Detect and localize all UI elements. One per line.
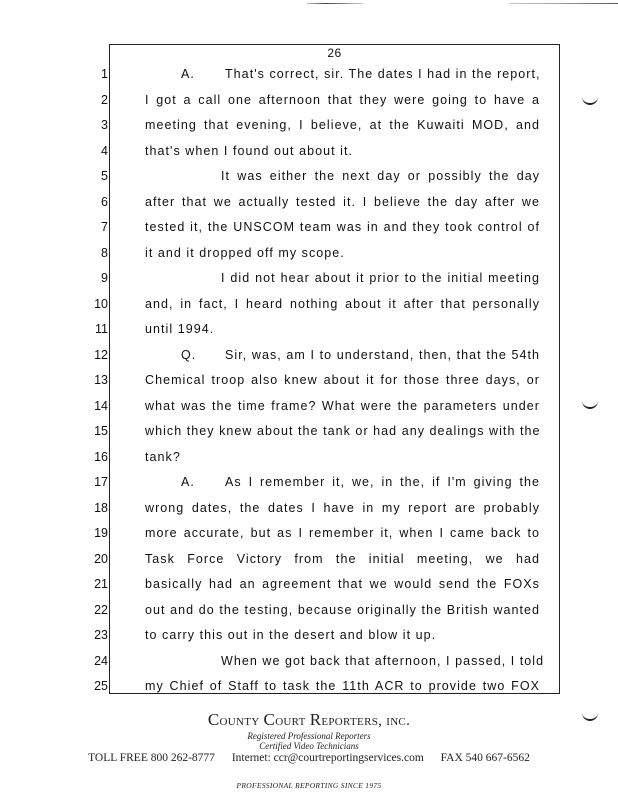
line-text: I got a call one afternoon that they were going to have a [145,92,540,107]
line-number: 5 [101,169,108,183]
line-text: that's when I found out about it. [145,143,353,158]
scan-artifact-top-left [307,3,363,4]
line-number: 14 [94,398,108,413]
line-number: 13 [94,373,108,387]
line-text: tested it, the UNSCOM team was in and they took control of [145,220,540,234]
transcript-line [145,141,540,167]
line-number: 21 [94,577,108,591]
line-text: what was the time frame? What were the parameters under [145,398,540,413]
line-text: after that we actually tested it. I believe the day after we [145,194,540,209]
line-number: 24 [94,653,108,668]
toll-free-number: TOLL FREE 800 262-8777 [88,752,215,764]
line-number: 23 [94,628,108,642]
line-text: which they knew about the tank or had any dealings with the [145,424,541,438]
line-text: more accurate, but as I remember it, when I came back to [145,526,540,540]
transcript-line [145,472,540,498]
transcript-line [145,600,540,626]
email-address: Internet: ccr@courtreportingservices.com [231,752,424,764]
transcript-line [145,115,540,141]
line-number: 18 [94,500,108,515]
line-text: That's correct, sir. The dates I had in the report, [225,67,541,81]
transcript-line [145,421,540,447]
transcript-line [145,268,540,294]
transcript-line [145,192,540,218]
line-number: 11 [95,322,108,336]
transcript-line [145,676,540,702]
line-text: It was either the next day or possibly the day [221,169,540,183]
line-text: Chemical troop also knew about it for those three days, or [145,373,540,387]
line-number: 20 [94,551,108,566]
line-text: Task Force Victory from the initial meeting, we had [145,551,540,566]
transcript-line [145,319,540,345]
line-number: 15 [94,424,108,438]
hole-punch-mark-1-icon [582,97,598,105]
line-text: my Chief of Staff to task the 11th ACR to provide two FOX [145,679,540,693]
transcript-line [145,625,540,651]
line-number: 25 [94,679,108,693]
line-text: to carry this out in the desert and blow it up. [145,628,437,642]
transcript-line [145,651,545,677]
transcript-line [145,243,540,269]
line-text: meeting that evening, I believe, at the Kuwaiti MOD, and [145,118,540,132]
line-text: until 1994. [145,322,215,336]
company-name: County Court Reporters, inc. [207,710,411,729]
line-number: 22 [94,602,108,617]
transcript-line [145,549,540,575]
since-tagline: PROFESSIONAL REPORTING SINCE 1975 [236,781,382,790]
line-text: When we got back that afternoon, I passed, I told [221,653,545,668]
line-text: I did not hear about it prior to the initial meeting [221,271,540,285]
line-number: 4 [101,143,108,158]
transcript-line [145,345,540,371]
line-number: 6 [101,194,108,209]
line-number: 17 [94,475,108,489]
transcript-line [145,64,540,90]
transcript-line [145,166,540,192]
line-number: 9 [101,271,108,285]
line-text: basically had an agreement that we would send the FOXs [145,577,540,591]
transcript-line [145,447,540,473]
hole-punch-mark-2-icon [582,401,598,409]
speaker-label: Q. [181,347,197,362]
line-text: tank? [145,449,181,464]
transcript-line [145,217,540,243]
line-number: 12 [94,347,108,362]
tagline-registered: Registered Professional Reporters [247,731,371,741]
line-number: 7 [101,220,108,234]
line-number: 19 [94,526,108,540]
tagline-certified: Certified Video Technicians [259,741,359,751]
transcript-line [145,370,540,396]
line-number: 8 [101,245,108,260]
page-number: 26 [327,46,342,60]
line-text: out and do the testing, because originally the British wanted [145,602,540,617]
transcript-line [145,294,540,320]
line-number: 16 [94,449,108,464]
speaker-label: A. [181,67,195,81]
transcript-line [145,396,540,422]
line-number: 10 [94,296,108,311]
transcript-line [145,523,540,549]
line-text: wrong dates, the dates I have in my report are probably [145,500,540,515]
scan-artifact-top-right [509,3,618,4]
line-number: 2 [101,92,108,107]
line-text: it and it dropped off my scope. [145,245,345,260]
line-number: 1 [101,67,108,81]
transcript-line [145,90,540,116]
line-text: Sir, was, am I to understand, then, that the 54th [225,347,540,362]
fax-number: FAX 540 667-6562 [440,752,530,764]
transcript-line [145,574,540,600]
line-number: 3 [101,118,108,132]
line-text: As I remember it, we, in the, if I'm giving the [225,475,540,489]
transcript-line [145,498,540,524]
contact-info [0,752,618,764]
speaker-label: A. [181,475,195,489]
line-text: and, in fact, I heard nothing about it after that personally [145,296,540,311]
